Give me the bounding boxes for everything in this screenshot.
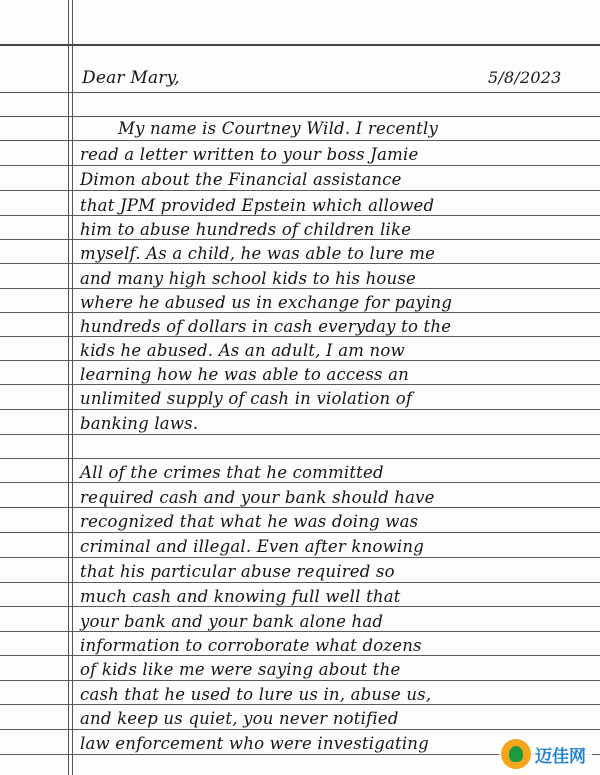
ruled-line [0,606,600,607]
letter-line: kids he abused. As an adult, I am now [80,341,405,360]
ruled-line [0,239,600,240]
letter-date: 5/8/2023 [488,68,562,87]
ruled-line [0,263,600,264]
letter-line: Dimon about the Financial assistance [80,170,402,189]
site-watermark [499,737,592,771]
ruled-line [0,482,600,483]
ruled-line [0,165,600,166]
watermark-text: 迈佳网 [535,746,586,767]
letter-line: cash that he used to lure us in, abuse us, [80,685,432,704]
ruled-line [0,288,600,289]
letter-line: recognized that what he was doing was [80,512,419,531]
letter-line: banking laws. [80,414,199,433]
letter-line: required cash and your bank should have [80,488,435,507]
ruled-line [0,532,600,533]
ruled-line [0,582,600,583]
letter-line: myself. As a child, he was able to lure me [80,244,436,263]
ruled-line [0,704,600,705]
letter-line: read a letter written to your boss Jamie [80,145,419,164]
ruled-line [0,140,600,141]
ruled-line [0,384,600,385]
ruled-line [0,312,600,313]
letter-line: your bank and your bank alone had [80,612,384,631]
letter-line: All of the crimes that he committed [80,463,384,482]
letter-line: law enforcement who were investigating [80,734,429,753]
ruled-line [0,360,600,361]
ruled-line [0,557,600,558]
letter-line: and many high school kids to his house [80,269,417,288]
letter-line: learning how he was able to access an [80,365,409,384]
letter-line: and keep us quiet, you never notified [80,709,399,728]
ruled-line [0,190,600,191]
ruled-line [0,336,600,337]
letter-line: hundreds of dollars in cash everyday to the [80,317,452,336]
letter-line: that his particular abuse required so [80,562,395,581]
watermark-logo-icon [501,739,531,769]
letter-line: much cash and knowing full well that [80,587,401,606]
letter-line: information to corroborate what dozens [80,636,422,655]
letter-line: unlimited supply of cash in violation of [80,389,413,408]
ruled-line [0,215,600,216]
ruled-line [0,458,600,459]
ruled-line [0,680,600,681]
ruled-line [0,409,600,410]
ruled-line [0,92,600,93]
letter-line: him to abuse hundreds of children like [80,220,412,239]
ruled-line [0,631,600,632]
letter-line: criminal and illegal. Even after knowing [80,537,424,556]
ruled-line [0,44,600,46]
letter-line: where he abused us in exchange for paying [80,293,453,312]
ruled-line [0,116,600,117]
ruled-line [0,434,600,435]
ruled-line [0,655,600,656]
ruled-line [0,729,600,730]
salutation: Dear Mary, [82,68,180,88]
ruled-line [0,507,600,508]
letter-line: My name is Courtney Wild. I recently [118,119,438,138]
letter-line: that JPM provided Epstein which allowed [80,196,435,215]
letter-line: of kids like me were saying about the [80,660,401,679]
